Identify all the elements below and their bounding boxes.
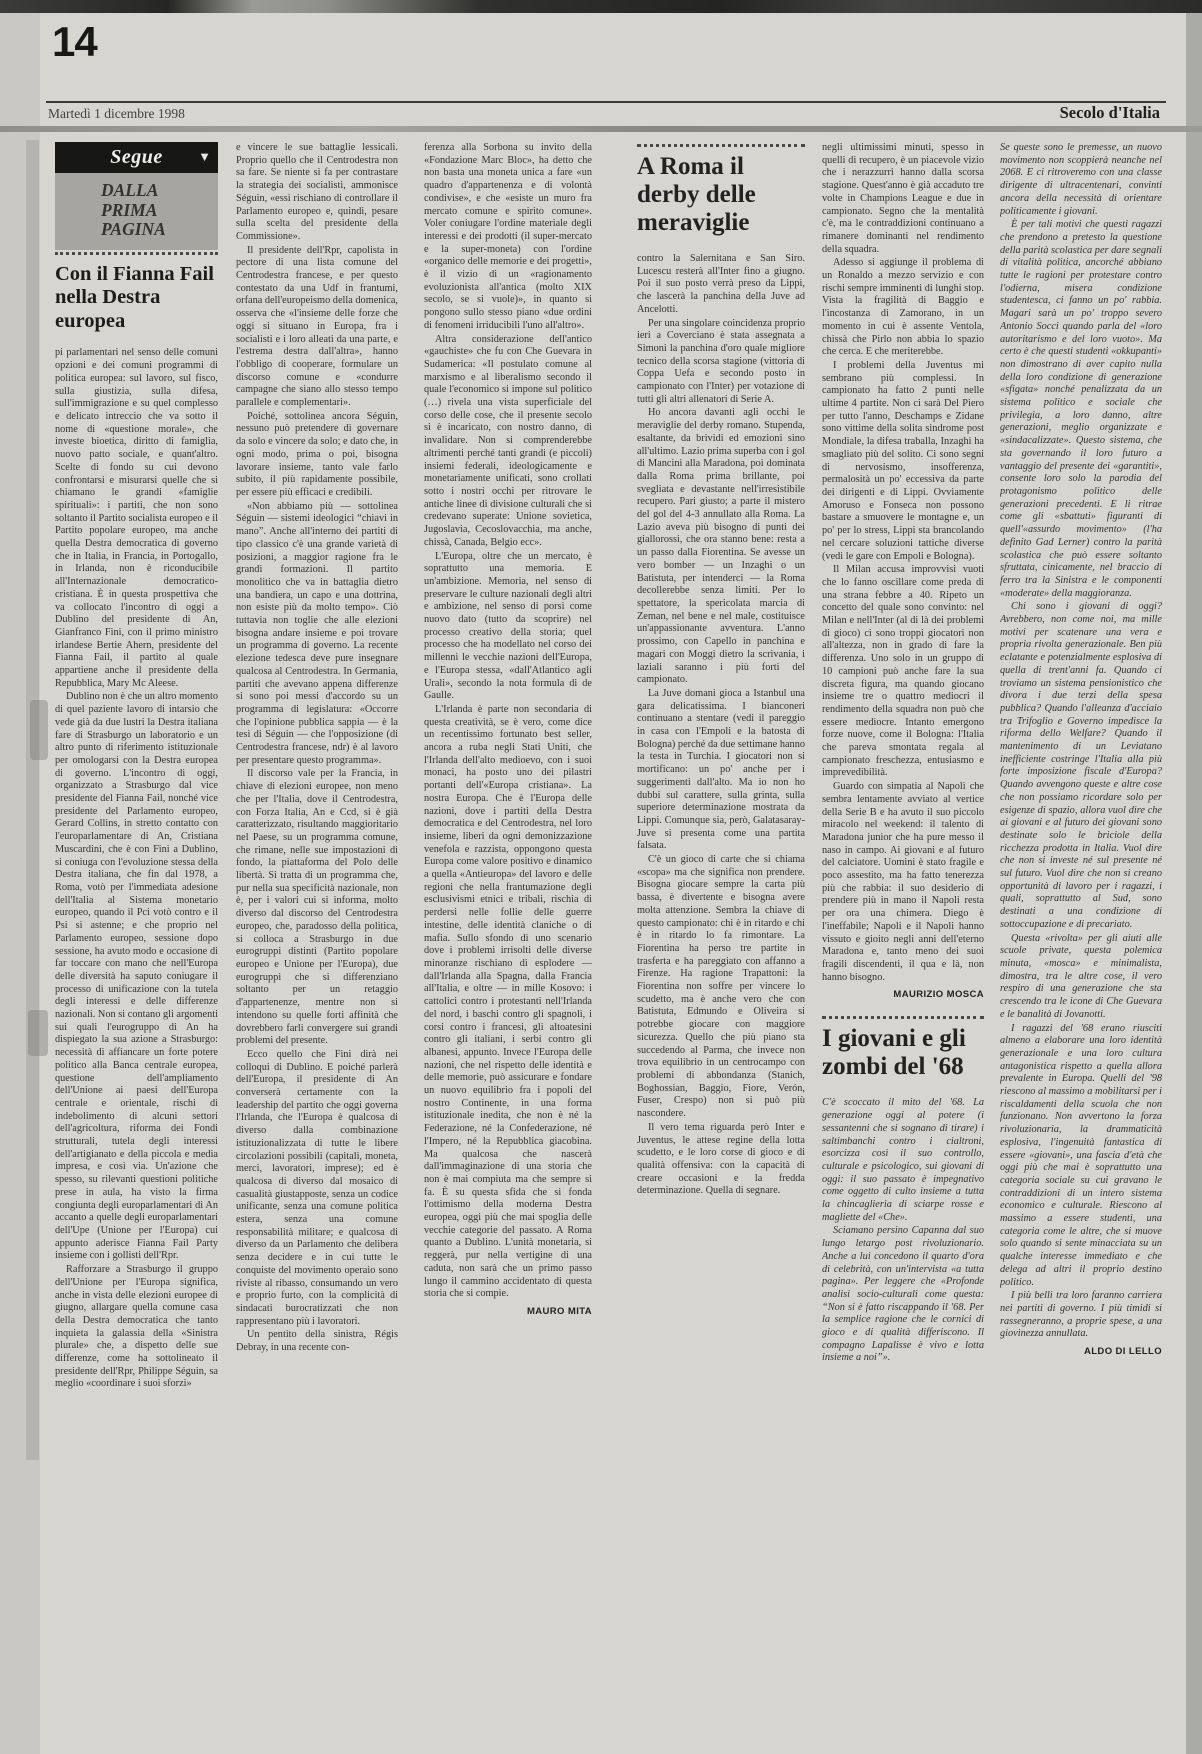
body-paragraph: C'è scoccato il mito del '68. La generazione oggi al potere (i sessantenni che si sognano di tirare) i saltimbanchi contro i cialtroni, esorcizza così il suo controllo, culturale e psicologico, sui giovani di oggi: il suo passato è impegnativo come oggetto di culto insieme a tutta la chincaglieria di sciarpe rosse e magliette del «Che». xyxy=(822,1097,984,1223)
derby-article-title: A Roma il derby delle meraviglie xyxy=(637,153,756,236)
body-paragraph: Poiché, sottolinea ancora Séguin, nessuno può pretendere di governare da solo e vincere da solo; e dato che, in ogni modo, prima o poi, bisogna lavorare insieme, tanto vale farlo subito, il più rapidamente possibile, per essere più efficaci e credibili. xyxy=(236,410,398,498)
body-paragraph: Il presidente dell'Rpr, capolista in pectore di una lista comune del Centrodestra francese, e per questo contestato da una Udf in frantumi, orfana dell'europeismo della domenica, osserva che «l'insieme delle forze che oggi si situano in Europa, fra i socialisti e i loro alleati da una parte, e l'estrema destra dall'altra», hanno l'obbligo di cooperare, formulare un discorso comune e «condurre campagne che siano allo stesso tempo parallele e complementari». xyxy=(236,244,398,409)
scan-artifact-right xyxy=(1186,13,1202,1754)
body-paragraph: Il Milan accusa improvvisi vuoti che lo fanno oscillare come preda di una strana febbre a 40. Ripeto un concetto del quale sono convinto: nel Milan e nell'Inter (al di là dei problemi di gioco) ci sono troppi giocatori non all'altezza, non in grado di fare la differenza. Uno solo in un gruppo di 10 campioni può anche fare la sua discreta figura, ma quando giocano insieme tre o quattro mediocri il rendimento della squadra non può che essere mediocre. Intanto emergono forze nuove, come il Bologna: l'Italia che pareva smontata regala al campionato freschezza, entusiasmo e imprevedibilità. xyxy=(822,564,984,779)
body-paragraph: C'è un gioco di carte che si chiama «scopa» ma che significa non prendere. Bisogna giocare sempre la carta più bassa, è divertente e bisogna avere molta attenzione. Sembra la chiave di questo campionato: chi è in ritardo e chi è in ritardo lo fa rimontare. La Fiorentina ha perso tre partite in trasferta e ha pareggiato con affanno a Firenze. Ha ragione Trapattoni: la Fiorentina non soffre per vincere lo scudetto, ma è anche vero che con Batistuta, Edmundo e Oliveira si potrebbe giocare con maggiore sicurezza. Quello che più piano sta succedendo al Parma, che invece non trova equilibrio in un centrocampo con problemi di abbondanza (Stanich, Boghossian, Baggio, Fiore, Verón, Fuser, Crespo) non si può più nascondere. xyxy=(637,854,805,1120)
body-paragraph: ferenza alla Sorbona su invito della «Fondazione Marc Bloc», ha detto che non basta una moneta unica a fare «un quadro d'appartenenza e di volontà condivise», e che «esiste un muro fra mercato comune e spirito comune». Voler coniugare l'ordine materiale degli interessi e dei prodotti (il super-mercato e la super-moneta) con l'ordine «organico delle memorie e dei progetti», è il vizio di un «ragionamento evoluzionista all'antica (molto XIX secolo, se si vuole)», in quanto si pongono sullo stesso piano «due ordini di fenomeni irriducibili l'uno all'altro». xyxy=(424,142,592,331)
body-paragraph: Questa «rivolta» per gli aiuti alle scuole private, questa polemica minuta, «mosca» e minimalista, dimostra, tra le altre cose, il vero respiro di una generazione che sta crescendo tra le icone di Che Guevara e le banalità di Jovanotti. xyxy=(1000,932,1162,1020)
header-rule xyxy=(46,101,1166,103)
body-paragraph: Guardo con simpatia al Napoli che sembra lentamente avviato al vertice della Serie B e ha avuto il suo piccolo miracolo nel weekend: il talento di Maradona junior che ha pure messo il naso in campo. Ai giovani e al futuro del calciatore. Uomini è stato fragile e poco assestito, ma ha fatto tenerezza più che rabbia: il suo desiderio di prendere più in mano il Napoli resta per ora una chimera. Diego è l'ineffabile; Napoli e il Napoli hanno vissuto e gioito negli anni dell'eterno Maradona e, tanto meno dei suoi fragili discendenti, il qua e là, non hanno bisogno. xyxy=(822,781,984,983)
column-5 xyxy=(822,142,984,1604)
scan-artifact-top xyxy=(0,0,1202,13)
body-paragraph: Ho ancora davanti agli occhi le meraviglie del derby romano. Stupenda, esaltante, da brividi ed emozioni sino all'ultimo. Lazio prima superba con i gol di Mancini alla Maradona, poi dominata dalla Roma prima brillante, poi svegliata e devastante nell'irresistibile recupero. Pari giusto; a parte il mistero del gol del 4-3 annullato alla Roma. La Lazio aveva più bisogno di punti dei giallorossi, che ora stanno bene: resta a un passo dalla Fiorentina. Se avesse un vero bomber — un Inzaghi o un Batistuta, per intenderci — la Roma decollerebbe senza limiti. Per lo spettatore, la spericolata marcia di Zeman, nel bene e nel male, costituisce un'appassionante avventura. L'anno prossimo, con Capello in panchina e magari con Moggi dietro la scrivania, i laziali saranno i più forti del campionato. xyxy=(637,407,805,686)
body-paragraph: Rafforzare a Strasburgo il gruppo dell'Unione per l'Europa significa, anche in vista delle elezioni europee di giugno, allargare quella comune casa della Destra democratica che tanto inquieta la galassia della «Sinistra plurale» che, a dispetto delle sue differenze, come ha sottolineato il presidente dell'Rpr, Philippe Séguin, sa meglio «coordinare i suoi sforzi» xyxy=(55,1264,218,1390)
header-band xyxy=(0,126,1202,132)
zombi-article-byline: ALDO DI LELLO xyxy=(1083,1346,1162,1358)
zombi-article-start xyxy=(822,1097,984,1365)
body-paragraph: Adesso si aggiunge il problema di un Ronaldo a mezzo servizio e con rischi sempre imminenti di lunghi stop. Vista la fragilità di Baggio e l'incostanza di Zamorano, in un momento in cui è assente Ventola, chissà che Pirlo non abbia lo spazio che cerca. E che meriterebbe. xyxy=(822,257,984,358)
body-paragraph: Per una singolare coincidenza proprio ieri a Coverciano è stata assegnata a Simoni la panchina d'oro quale migliore tecnico della scorsa stagione (vittoria di Coppa Uefa e secondo posto in campionato con l'Inter) per votazione di tutti gli altri allenatori di Serie A. xyxy=(637,317,805,405)
zombi-article-title: I giovani e gli zombi del '68 xyxy=(822,1025,966,1081)
body-paragraph: Il discorso vale per la Francia, in chiave di elezioni europee, non meno che per l'Italia, dove il Centrodestra, con Forza Italia, An e Ccd, si è già caratterizzato, risultando maggioritario nel Paese, su un programma comune, che rimane, nelle sue impostazioni di fondo, la piattaforma del Polo delle libertà. Si tratta di un programma che, pur nella sua specificità nazionale, non è, per i valori cui si informa, molto diverso dal discorso del Centrodestra europeo, che, paradosso della politica, si colloca a Strasburgo in due eurogruppi distinti (Partito popolare europeo e Unione per l'Europa), due eurogruppi che si differenziano soltanto per un retaggio d'appartenenze, mentre non si intendono su quelle forti affinità che dovrebbero farli convergere sui grandi problemi del presente. xyxy=(236,768,398,1047)
column-4 xyxy=(637,142,805,1604)
body-paragraph: L'Europa, oltre che un mercato, è soprattutto una memoria. E un'ambizione. Memoria, nel senso di preservare le culture nazionali degli altri e ambizione, nel senso di porsi come nuovo dato (tutto da scoprire) nel processo creativo della storia; quel processo che ha modellato nel corso dei millenni le vecchie nazioni dell'Europa, e l'Europa stessa, «dall'Atlantico agli Urali», secondo la nota formula di de Gaulle. xyxy=(424,550,592,702)
column-6 xyxy=(1000,142,1162,1604)
dotted-rule xyxy=(822,1016,984,1019)
body-paragraph: Il vero tema riguarda però Inter e Juventus, le attese regine della lotta scudetto, e le loro corse di gioco e di qualità offensiva: con la capacità di creare occasioni e la fredda determinazione. Quella di segnare. xyxy=(637,1121,805,1197)
lead-article-byline: MAURO MITA xyxy=(526,1305,592,1317)
body-paragraph: «Non abbiamo più — sottolinea Séguin — sistemi ideologici “chiavi in mano”. Anche all'interno dei partiti di tipo classico c'è una grande varietà di posizioni, a maggior ragione fra le grandi formazioni. Il partito monolitico che va in battaglia dietro una bandiera, un capo e una dottrina, non esiste più da molto tempo». Ciò tuttavia non toglie che alle elezioni bisogna andare insieme e poi trovare un programma di governo. La recente elezione tedesca deve pure insegnare qualcosa al Centrodestra. In Germania, partiti che avevano appena differenze si sono poi messi d'accordo su un programma di legislatura: «Occorre che l'opinione pubblica sappia — è la tesi di Séguin — che l'opposizione (di Centrodestra francese, ndr) è al lavoro per presentare questo programma». xyxy=(236,500,398,766)
column-3 xyxy=(424,142,592,1604)
body-paragraph: I problemi della Juventus mi sembrano più complessi. In campionato ha fatto 2 punti nelle ultime 4 partite. Non ci sarà Del Piero per tutto l'anno, Deschamps e Zidane sono vittime della solita sindrome post Mondiale, la difesa traballa, Inzaghi ha smagliato più del solito. Ci sono segni di nervosismo, insofferenza, permalosità un po' eccessiva da parte dei dirigenti e di Lippi. Ovviamente Amoruso e Fonseca non possono bastare a smuovere le montagne e, un po' per lo stress, Lippi sta brancolando nel cercare soluzioni tattiche diverse (vedi le gare con Empoli e Bologna). xyxy=(822,359,984,562)
date-line: Martedì 1 dicembre 1998 xyxy=(48,106,185,121)
body-paragraph: e vincere le sue battaglie lessicali. Proprio quello che il Centrodestra non sa fare. Se niente si fa per contrastare la strategia dei socialisti, ammonisce Séguin, «essi rischiano di controllare il Parlamento europeo e, quindi, pesare sulla scelta del presidente della Commissione». xyxy=(236,142,398,242)
body-paragraph: contro la Salernitana e San Siro. Lucescu resterà all'Inter fino a giugno. Poi il suo posto verrà preso da Lippi, che lascerà la panchina della Juve ad Ancelotti. xyxy=(637,253,805,315)
dotted-rule xyxy=(637,144,805,147)
body-paragraph: Altra considerazione dell'antico «gauchiste» che fu con Che Guevara in Sudamerica: «Il postulato comune al marxismo e al liberalismo secondo il quale l'economico si impone sul politico (…) rivela una vista superficiale del corso delle cose, che il presente secolo si è incaricato, con nostro danno, di invalidare. Non si comprenderebbe altrimenti perché tanti grandi (e piccoli) insiemi federali, ideologicamente e monetariamente unificati, sono crollati sotto i nostri occhi per ritrovare le antiche linee di divisione culturali che si credevano superate: Unione sovietica, Jugoslavia, Cecoslovacchia, ma anche, chissà, Canada, Belgio ecc». xyxy=(424,333,592,548)
column-2 xyxy=(236,142,398,1604)
kicker-from-front-page: DALLA PRIMA PAGINA xyxy=(55,173,218,250)
body-paragraph: L'Irlanda è parte non secondaria di questa creatività, se è vero, come dice un recentissimo fortunato best seller, ancora a ruba negli Stati Uniti, che l'Irlanda dell'alto medioevo, con i suoi monaci, ha posto uno dei pilastri portanti dell'«Europa cristiana». La nostra Europa. Che è l'Europa delle nazioni, dove i partiti della Destra democratica e del Centrodestra, nel loro insieme, liberi da ogni demonizzazione venefola e razzista, oppongono questa Europa come valore positivo e dinamico a quella «Antieuropa» del lavoro e delle regioni che nella frantumazione degli esclusivismi etnici e tribali, rischia di perdersi nelle follie delle guerre intestine, delle identità claniche o di mafia. Sullo sfondo di uno scenario dove i problemi irrisolti delle diverse minoranze rischiano di esplodere — dall'Irlanda alla Spagna, dalla Francia all'Italia, e oltre — in mille Kosovo: i cattolici contro i protestanti nell'Irlanda del nord, i baschi contro gli spagnoli, i corsi contro i francesi, gli altoatesini contro gli italiani, i serbi contro gli albanesi, appunto. Invece l'Europa delle nazioni, che nel rispetto delle identità e delle memorie, può assicurare e fondare un nuovo equilibrio fra i popoli del nostro Continente, in una forma istituzionale inedita, che non è né la Federazione, né la Confederazione, né l'Impero, né la Repubblica giacobina. Ma qualcosa che nascerà dall'immaginazione di una storia che non è mai compiuta ma che sempre si fa. È su questa sfida che si fonda l'ottimismo della moderna Destra europea, oggi più che mai spoglia delle vecchie categorie del passato. A Roma quanto a Dublino. L'unità monetaria, si reggerà, pur nella vertigine di una caduta, non sarà che un primo passo lungo il cammino accidentato di questa storia che si compie. xyxy=(424,703,592,1300)
segue-label: Segue xyxy=(110,146,163,168)
column-1 xyxy=(55,142,218,1604)
body-paragraph: È per tali motivi che questi ragazzi che prendono a pretesto la questione della parità scolastica per dare segnali di vitalità politica, ancorché abbiano tutte le ragioni per protestare contro l'odierna, misera condizione studentesca, ci fanno un po' rabbia. Magari sarà un po' troppo severo Antonio Socci quando parla del «loro autoritarismo e del loro vuoto». Ma certo è che questi studenti «okkupanti» non dimostrano di aver capito nulla della loro condizione di generazione «sfigata» nonché penalizzata da un sistema politico e sociale che privilegia, a loro danno, altre generazioni, meglio organizzate e «sindacalizzate». Questo sistema, che sta governando il loro futuro a vantaggio del presente dei «garantiti», consente loro solo la parodia del protagonismo politico delle generazioni precedenti. E li ritrae come gli «sbattuti» figuranti di quell'«assurdo movimento» (l'ha definito Gad Lerner) contro la parità scolastica che può essere soltanto sfruttata, cinicamente, nel braccio di ferro tra la Sinistra e le componenti «moderate» della maggioranza. xyxy=(1000,219,1162,599)
body-paragraph: Ecco quello che Fini dirà nei colloqui di Dublino. E poiché parlerà dell'Europa, il presidente di An converserà certamente con la leadership del partito che oggi governa l'Irlanda, che l'Europa è qualcosa di diverso dalla combinazione istituzionalizzata di tutte le libere circolazioni possibili (capitali, moneta, merci, lavoratori, imprese); ed è qualcosa di diverso dal mosaico di casualità giustapposte, senza un codice unificante, senza una comune politica estera, senza una comune responsabilità militare; e qualcosa di diverso da un Parlamento che delibera senza decidere e in cui tutte le conquiste del movimento operaio sono riviste al ribasso, consumando un vero e proprio furto, con la complicità di sindacati burocratizzati che non rappresentano più i lavoratori. xyxy=(236,1048,398,1327)
segue-box xyxy=(55,142,218,173)
lead-article-title: Con il Fianna Fail nella Destra europea xyxy=(55,262,214,332)
body-paragraph: Chi sono i giovani di oggi? Avrebbero, non come noi, ma mille motivi per scatenare una vera e propria rivolta generazionale. Ben più eclatante e potenzialmente esplosiva di quella di trent'anni fa. Quando ci troviamo un sistema pensionistico che divora i due terzi della spesa pubblica? Quando l'alleanza d'acciaio tra Trifoglio e Governo impedisce la riforma dello Welfare? Quando il mantenimento di un Leviatano inefficiente costringe l'Italia alla più forte imposizione fiscale d'Europa? Quando avvengono queste e altre cose che non possiamo ricordare solo per esigenze di spazio, allora vuol dire che ai giovani e al futuro dei giovani sono destinate solo le briciole della ricchezza prodotta in Italia. Vuol dire che non si investe né sul presente né sul futuro. Vuol dire che non si creano opportunità di lavoro per i ragazzi, i quali, soprattutto al Sud, sono destinati a una condizione di sottoccupazione e di precariato. xyxy=(1000,601,1162,930)
body-paragraph: I più belli tra loro faranno carriera nei partiti di governo. I più timidi si rassegneranno, a proprie spese, a una giovinezza annullata. xyxy=(1000,1290,1162,1340)
body-paragraph: pi parlamentari nel senso delle comuni opzioni e dei comuni programmi di politica europea: sul lavoro, sul fisco, sulla giustizia, sulla difesa, sull'immigrazione e su quel complesso e delicato intreccio che va sotto il nome di «questione morale», che investe bioetica, diritto di famiglia, nuovo patto sociale, e quant'altro. Scelte di fondo su cui devono confrontarsi e misurarsi quelle che si chiamano le grandi «famiglie spirituali»: i partiti, che non sono soltanto il Partito socialista europeo e il Partito popolare europeo, ma anche quella Destra democratica di governo che in Italia, in Francia, in Portogallo, in Irlanda, non è riconducibile all'Internazionale democratico-cristiana. È in questa prospettiva che va collocato l'incontro di oggi a Dublino del presidente di An, Gianfranco Fini, con il primo ministro irlandese Bertie Ahern, presidente del Fianna Fail, il partito al quale appartiene anche il presidente della Repubblica, Mary Mc Aleese. xyxy=(55,347,218,689)
page-number: 14 xyxy=(52,18,97,65)
body-paragraph: I ragazzi del '68 erano riusciti almeno a elaborare una loro identità generazionale e una loro cultura antagonistica rispetto a quella allora prevalente in Europa. Quelli del '98 riescono al massimo a mobilitarsi per i riscaldamenti della scuola che non funzionano. Non avvertono la forza rivoluzionaria, la drammaticità esplosiva, l'ingenuità fantastica di essere «giovani», una fascia d'età che oggi più che mai è soprattutto una categoria sociale su cui gravano le contraddizioni di un intero sistema economico e culturale. Riescono al massimo a essere studenti, una categoria come le altre, che si muove solo quando si sente minacciata su un qualche interesse immediato e che delega ad altri il proprio destino politico. xyxy=(1000,1022,1162,1288)
masthead: Secolo d'Italia xyxy=(1059,103,1160,122)
dotted-rule xyxy=(55,252,218,255)
body-paragraph: Un pentito della sinistra, Régis Debray, in una recente con- xyxy=(236,1329,398,1354)
down-arrow-icon: ▼ xyxy=(198,149,211,164)
body-paragraph: negli ultimissimi minuti, spesso in quelli di recupero, è un piacevole vizio che i nerazzurri hanno dalla scorsa stagione. Quest'anno è già accaduto tre volte in Champions League e due in campionato. Segno che la mentalità c'è, ma le contraddizioni continuano a rimanere dominanti nel rendimento della squadra. xyxy=(822,142,984,255)
derby-article-byline: MAURIZIO MOSCA xyxy=(893,989,984,1001)
scan-smudge xyxy=(30,700,48,760)
scan-smudge xyxy=(28,1010,48,1056)
body-paragraph: Sciamano persino Capanna dal suo lungo letargo post rivoluzionario. Anche a lui concedono il quarto d'ora di celebrità, con un'intervista «a tutta pagina». Per leggere che «Profonde analisi socio-culturali come questa: “Non si è fatto riscappando il '68. Per la semplice ragione che le cornici di gioco e di qualità differiscono. Il compagno Lapalisse è vivo e lotta insieme a noi”». xyxy=(822,1225,984,1364)
body-paragraph: Se queste sono le premesse, un nuovo movimento non scoppierà neanche nel 2068. E ci ritroveremo con una classe dirigente di ultracentenari, convinti ancora della necessità di orientare politicamente i giovani. xyxy=(1000,142,1162,217)
scan-artifact-streak xyxy=(26,140,39,1460)
body-paragraph: La Juve domani gioca a Istanbul una gara delicatissima. I bianconeri continuano a stentare (vedi il pareggio in casa con l'Empoli e la batosta di Bologna) perché da due settimane hanno la testa in Turchia. I giocatori non si mortificano: un po' anche per i suggerimenti dall'alto. Ma io non ho dubbi sul carattere, sulla grinta, sulla superiore determinazione mostrata da Lippi. Comunque sia, però, Galatasaray-Juve si presenta come una partita falsata. xyxy=(637,687,805,852)
body-paragraph: Dublino non è che un altro momento di quel paziente lavoro di intarsio che vede già da due lustri la Destra italiana fare di Strasburgo un laboratorio e un altro punto di riferimento istituzionale per omologarsi con la Destra europea di governo. L'incontro di oggi, organizzato a Strasburgo dal vice presidente del Fianna Fail, nonché vice presidente del Parlamento europeo, Gerard Collins, in stretto contatto con l'europarlamentare di An, Cristiana Muscardini, che è con Fini a Dublino, si coniuga con l'evoluzione stessa della Destra italiana, che fin dal 1978, a Roma, votò per l'immediata adesione dell'Italia al Sistema monetario europeo, quando il Pci votò contro e il Psi si astenne; e che proprio nel Parlamento europeo, sessione dopo sessione, ha avuto modo e occasione di far toccare con mano che nell'Europa delle diversità ha saputo coniugare il processo di unificazione con la tutela degli interessi e delle differenze nazionali. Non si contano gli argomenti sui quali l'eurogruppo di An ha dispiegato la sua azione a Strasburgo: necessità di affiancare un forte potere politico alla Banca centrale europea, questione dell'ampliamento dell'Unione ai paesi dell'Europa centrale e orientale, rischi di indebolimento di alcuni settori dell'agricoltura, riforma dei Fondi strutturali, tutela degli interessi dell'artigianato e della piccola e media impresa, e così via. Un'azione che spesso, su rilevanti questioni politiche prese in aula, ha visto la firma congiunta degli europarlamentari di An accanto a quelle degli europarlamentari dell'Upe (Unione per l'Europa) cui appunto aderisce Fianna Fail Party insieme con i gollisti dell'Rpr. xyxy=(55,691,218,1262)
